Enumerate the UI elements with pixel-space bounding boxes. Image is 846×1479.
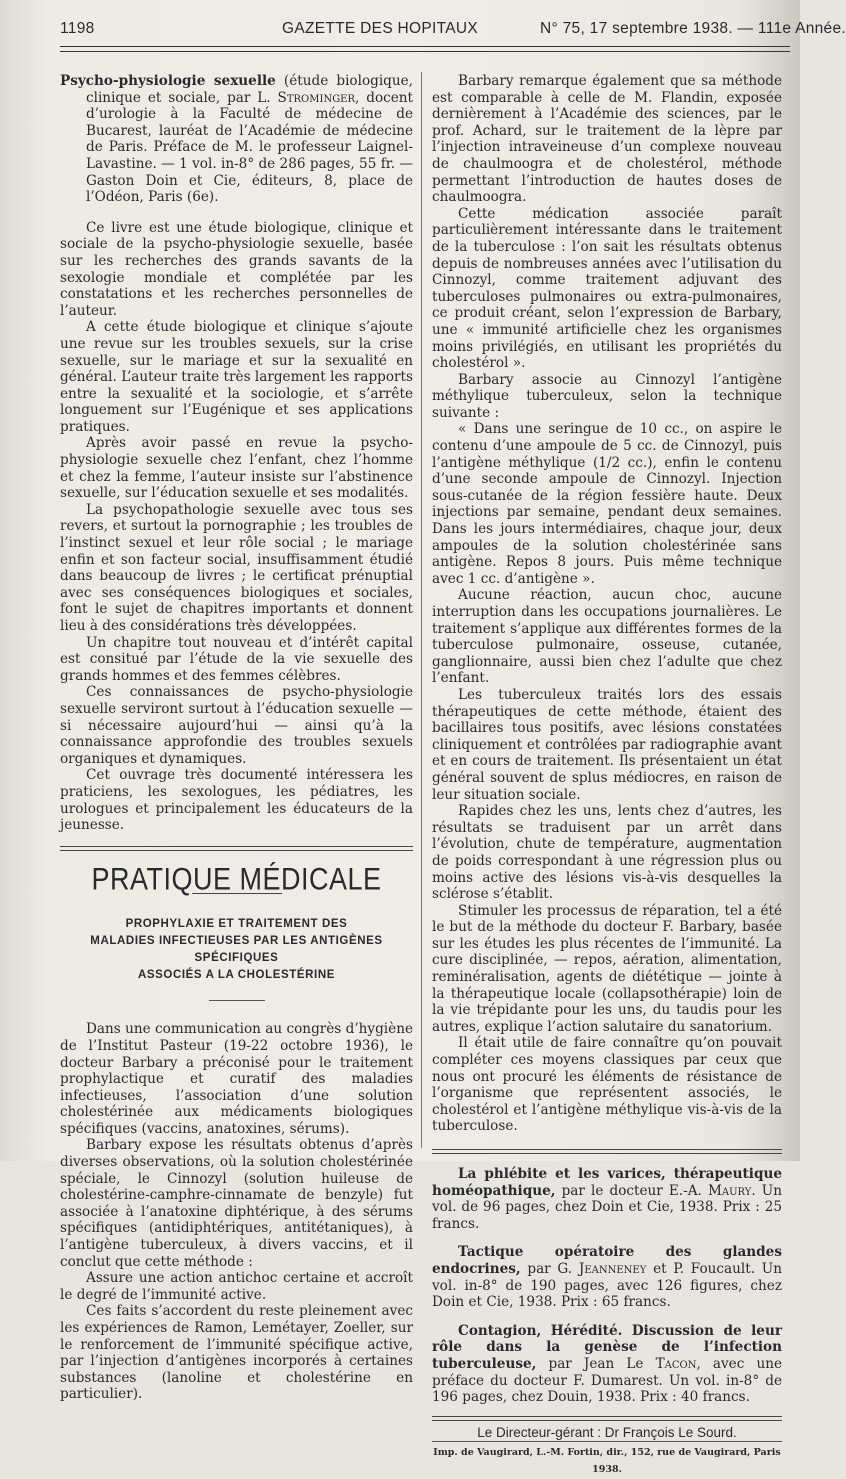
article-title-line: ASSOCIÉS A LA CHOLESTÉRINE [137,969,336,982]
article-paragraph: « Dans une seringue de 10 cc., on aspire le contenu d’une ampoule de 5 cc. de Cinnozyl, puis l’antigène méthylique (1/2 cc.), enfin le contenu d’une seconde ampoule de Cinnozyl. Injection sous-cutanée de la région fessière haute. Deux injections par semaine, pendant deux semaines. Dans les jours intermédiaires, chaque jour, deux ampoules de la solution cholestérinée sans antigène. Repos 8 jours. Puis même technique avec 1 cc. d’antigène ». [432,421,782,587]
book-title: Contagion, Hérédité. Discussion de leur rôle dans la genèse de l’infection tuberculeuse, [432,1322,782,1372]
book-title: Tactique opératoire des glandes endocrines, [432,1244,782,1277]
book-desc-rest: , avec une préface du docteur F. Dumarest. Un vol. in-8° de 196 pages, chez Douin, 1938. Prix : 40 francs. [432,1355,782,1406]
page-number: 1198 [60,20,95,37]
book-desc: par Jean Le [536,1355,656,1372]
review-paragraph: Un chapitre tout nouveau et d’intérêt capital est consitué par l’étude de la vie sexuelle des grands hommes et des femmes célèbres. [60,634,413,684]
header-rule [60,46,790,47]
page-header [60,20,846,42]
book-entry [432,1166,782,1232]
article-paragraph: Cette médication associée paraît particulièrement intéressante dans le traitement de la tuberculose : l’on sait les résultats obtenus depuis de nombreuses années avec l’utilisation du Cinnozyl, comme traitement adjuvant des tuberculoses pulmonaires ou extra-pulmonaires, ce produit créant, selon l’expression de Barbary, une « immunité artificielle chez les organismes moins privilégiés, en utilisant les propriétés du cholestérol ». [432,205,782,372]
review-paragraph: La psychopathologie sexuelle avec tous ses revers, et surtout la pornographie ; les troubles de l’instinct sexuel et leur rôle social ; le mariage enfin et son facteur social, insuffisamment étudié dans beaucoup de livres ; le certificat prénuptial avec ses conséquences biologiques et sociales, font le sujet de chapitres importants et donnent lieu à des considérations très développées. [60,501,413,634]
article-paragraph: Les tuberculeux traités lors des essais thérapeutiques de cette méthode, étaient des bacillaires tous positifs, avec lésions constatées cliniquement et contrôlées par radiographie avant et en cours de traitement. Ils présentaient un état général souvent de splus médiocres, en raison de leur situation sociale. [432,686,782,803]
book-review-entry [60,73,413,206]
section-rule [60,846,413,851]
books-rule [432,1149,782,1154]
book-author: Tacon [655,1355,697,1372]
article-paragraph: Barbary remarque également que sa méthode est comparable à celle de M. Flandin, exposée dernièrement à l’Académie des sciences, par le prof. Achard, sur le traitement de la lèpre par l’injection intraveineuse d’un complexe nouveau de chaulmoogra et de cholestérol, méthode permettant l’introduction de hautes doses de chaulmoogra. [432,73,782,206]
left-column [60,73,413,1403]
article-paragraph: Ces faits s’accordent du reste pleinement avec les expériences de Ramon, Lemétayer, Zoeller, sur le renforcement de l’immunité spécifique active, par l’injection d’antigènes incorporés à certaines substances (lanoline et cholestérine en particulier). [60,1303,413,1403]
issue-info: N° 75, 17 septembre 1938. — 111e Année. [540,20,846,37]
article-title-line: PROPHYLAXIE ET TRAITEMENT DES [125,918,348,931]
journal-title: GAZETTE DES HOPITAUX [282,20,479,37]
review-paragraph: Ces connaissances de psycho-physiologie sexuelle serviront surtout à l’éducation sexuelle — si nécessaire aujourd’hui — ainsi qu’à la connaissance approfondie des troubles sexuels organiques et dynamiques. [60,684,413,767]
review-paragraph: Après avoir passé en revue la psycho-physiologie sexuelle chez l’enfant, chez l’homme et chez la femme, l’auteur insiste sur l’abstinence sexuelle, sur l’éducation sexuelle et ses modalités. [60,435,413,502]
section-title: PRATIQUE MÉDICALE [91,861,382,896]
director-line: Le Directeur-gérant : Dr François Le Sourd. [477,1424,737,1440]
article-paragraph: Aucune réaction, aucun choc, aucune interruption dans les occupations journalières. Le traitement s’applique aux différentes formes de la tuberculose pulmonaire, osseuse, cutanée, ganglionnaire, aussi bien chez l’adulte que chez l’enfant. [432,587,782,687]
review-paragraph: Cet ouvrage très documenté intéressera les praticiens, les sexologues, les pédiatres, les urologues et principalement les éducateurs de la jeunesse. [60,767,413,834]
column-divider [421,72,422,1148]
article-paragraph: Rapides chez les uns, lents chez d’autres, les résultats se traduisent par un arrêt dans l’évolution, chute de température, augmentation de poids correspondant à une régression plus ou moins active des lésions vis-à-vis desquelles la sclérose s’établit. [432,803,782,903]
book-desc: par le docteur E.-A. [555,1182,708,1199]
article-title-line: MALADIES INFECTIEUSES PAR LES ANTIGÈNES SPÉCIFIQUES [90,935,383,965]
book-author: Jeanneney [578,1260,647,1277]
book-desc-rest: et P. Foucault. Un vol. in-8° de 190 pages, avec 126 figures, chez Doin et Cie, 1938. Prix : 65 francs. [432,1260,782,1311]
review-paragraph: A cette étude biologique et clinique s’ajoute une revue sur les troubles sexuels, sur la crise sexuelle, sur le mariage et sur la sexualité en général. L’auteur traite très largement les rapports entre la sexualité et la sociologie, et s’arrête longuement sur l’Eugénique et ses applications pratiques. [60,319,413,435]
article-title [60,916,413,984]
article-paragraph: Stimuler les processus de réparation, tel a été le but de la méthode du docteur F. Barbary, basée sur les études les plus récentes de l’immunité. La cure disciplinée, — repos, aération, alimentation, reminéralisation, agents de diététique — jointe à la thérapeutique locale (collapsothérapie) loin de la vie trépidante pour les uns, du taudis pour les autres, explique l’action salutaire du sanatorium. [432,902,782,1035]
book-entry [432,1244,782,1310]
article-paragraph: Dans une communication au congrès d’hygiène de l’Institut Pasteur (19-22 octobre 1936), le docteur Barbary a préconisé pour le traitement prophylactique et curatif des maladies infectieuses, l’association d’une solution cholestérinée aux médicaments biologiques spécifiques (vaccins, anatoxines, sérums). [60,1021,413,1137]
article-paragraph: Barbary associe au Cinnozyl l’antigène méthylique tuberculeux, selon la technique suivante : [432,371,782,421]
book-title: Psycho-physiologie sexuelle [60,73,276,89]
article-paragraph: Assure une action antichoc certaine et accroît le degré de l’immunité active. [60,1270,413,1303]
book-title: La phlébite et les varices, thérapeutique homéopathique, [432,1166,782,1199]
header-rule-thin [60,51,790,52]
book-desc: (étude biologique, clinique et sociale, par L. [86,73,413,106]
article-paragraph: Barbary expose les résultats obtenus d’après diverses observations, où la solution cholestérinée spéciale, le Cinnozyl (solution huileuse de cholestérine-camphre-cinnamate de benzyle) fut associée à l’anatoxine diphtérique, à des sérums spécifiques (antidiphtériques, antitétaniques), à l’antigène tuberculeux, à divers vaccins, et il conclut que cette méthode : [60,1137,413,1270]
book-author: Maury [707,1182,752,1199]
printer-line: Imp. de Vaugirard, L.-M. Fortin, dir., 152, rue de Vaugirard, Paris 1938. [432,1441,782,1478]
book-desc: par G. [520,1260,579,1277]
right-column [432,73,782,1479]
book-author: Strominger [277,89,356,106]
article-short-rule [209,1000,265,1001]
footer-rule [432,1416,782,1421]
book-desc-rest: . Un vol. de 96 pages, chez Doin et Cie, 1938. Prix : 25 francs. [432,1182,782,1232]
article-paragraph: Il était utile de faire connaître qu’on pouvait compléter ces moyens classiques par ceux que nous ont procuré les éléments de résistance de l’organisme que représentent associés, le cholestérol et l’antigène méthylique vis-à-vis de la tuberculose. [432,1035,782,1135]
book-desc-rest: , docent d’urologie à la Faculté de médecine de Bucarest, lauréat de l’Académie de médecine de Paris. Préface de M. le professeur Laignel-Lavastine. — 1 vol. in-8° de 286 pages, 55 fr. — Gaston Doin et Cie, éditeurs, 8, place de l’Odéon, Paris (6e). [86,89,414,206]
book-entry [432,1323,782,1406]
review-paragraph: Ce livre est une étude biologique, clinique et sociale de la psycho-physiologie sexuelle, basée sur les recherches des grands savants de la sexologie mondiale et complétée par les constatations et les recherches personnelles de l’auteur. [60,219,413,319]
